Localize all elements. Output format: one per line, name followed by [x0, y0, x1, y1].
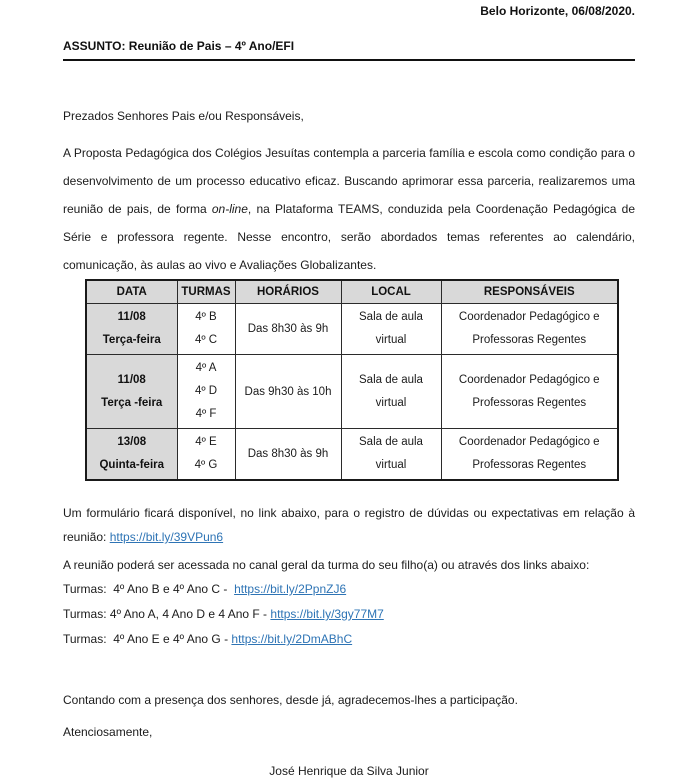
cell-data: 11/08 Terça -feira [86, 355, 177, 429]
greeting: Prezados Senhores Pais e/ou Responsáveis, [63, 109, 304, 123]
col-header-horarios: HORÁRIOS [235, 280, 341, 304]
cell-responsaveis: Coordenador Pedagógico e Professoras Regentes [441, 355, 618, 429]
turma-label: Turmas: 4º Ano E e 4º Ano G - [63, 632, 232, 646]
access-info: A reunião poderá ser acessada no canal geral da turma do seu filho(a) ou através dos links abaixo: [63, 558, 590, 572]
col-header-turmas: TURMAS [177, 280, 235, 304]
intro-text-2: , na Plataforma TEAMS, conduzida pela Coordenação Pedagógica de Série e professora regente. Nesse encontro, serão abordados temas referentes ao calendário, comunicação, às aulas ao vivo e Avaliações Globalizantes. [63, 202, 635, 272]
cell-responsaveis: Coordenador Pedagógico e Professoras Regentes [441, 304, 618, 355]
cell-data: 11/08 Terça-feira [86, 304, 177, 355]
signature-name: José Henrique da Silva Junior [269, 764, 429, 778]
intro-text-1: A Proposta Pedagógica dos Colégios Jesuítas contempla a parceria família e escola como condição para o desenvolvimento de um processo educativo eficaz. Buscando aprimorar essa parceria, realizaremos uma reunião de pais, de forma [63, 146, 635, 216]
turma-link-adf[interactable]: https://bit.ly/3gy77M7 [270, 607, 384, 621]
cell-turmas: 4º E 4º G [177, 429, 235, 481]
intro-text-italic: on-line [211, 202, 248, 216]
closing-thanks: Contando com a presença dos senhores, desde já, agradecemos-lhes a participação. [63, 693, 518, 707]
turma-link-line [63, 627, 635, 652]
cell-responsaveis: Coordenador Pedagógico e Professoras Regentes [441, 429, 618, 481]
meeting-schedule-table [85, 279, 619, 481]
table-row [86, 355, 618, 429]
cell-horario: Das 8h30 às 9h [235, 429, 341, 481]
col-header-data: DATA [86, 280, 177, 304]
cell-data: 13/08 Quinta-feira [86, 429, 177, 481]
turma-link-eg[interactable]: https://bit.ly/2DmABhC [231, 632, 353, 646]
table-row [86, 429, 618, 481]
cell-turmas: 4º A 4º D 4º F [177, 355, 235, 429]
form-link[interactable]: https://bit.ly/39VPun6 [109, 530, 224, 544]
table-row [86, 304, 618, 355]
subject-line: ASSUNTO: Reunião de Pais – 4º Ano/EFI [63, 40, 635, 61]
form-info-text: Um formulário ficará disponível, no link abaixo, para o registro de dúvidas ou expectativas em relação à reunião: [63, 506, 639, 544]
date-line: Belo Horizonte, 06/08/2020. [480, 4, 635, 18]
turma-label: Turmas: 4º Ano B e 4º Ano C - [63, 582, 235, 596]
turma-label: Turmas: 4º Ano A, 4 Ano D e 4 Ano F - [63, 607, 271, 621]
closing-regards: Atenciosamente, [63, 725, 153, 739]
turma-link-bc[interactable]: https://bit.ly/2PpnZJ6 [234, 582, 347, 596]
form-info [63, 501, 639, 549]
intro-paragraph [63, 139, 635, 279]
col-header-responsaveis: RESPONSÁVEIS [441, 280, 618, 304]
cell-local: Sala de aula virtual [341, 304, 441, 355]
table-header-row [86, 280, 618, 304]
cell-local: Sala de aula virtual [341, 355, 441, 429]
turma-link-line [63, 577, 635, 602]
cell-horario: Das 8h30 às 9h [235, 304, 341, 355]
col-header-local: LOCAL [341, 280, 441, 304]
cell-horario: Das 9h30 às 10h [235, 355, 341, 429]
turma-link-line [63, 602, 635, 627]
cell-turmas: 4º B 4º C [177, 304, 235, 355]
cell-local: Sala de aula virtual [341, 429, 441, 481]
